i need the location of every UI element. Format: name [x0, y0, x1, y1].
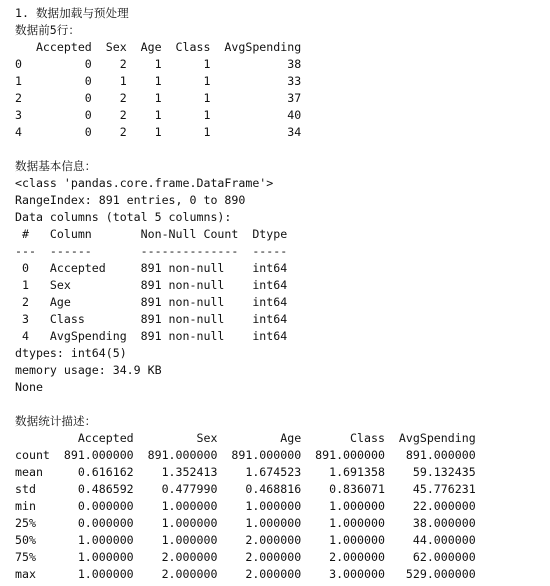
output-line: 3 Class 891 non-null int64 — [15, 312, 288, 326]
output-line: Accepted Sex Age Class AvgSpending — [15, 431, 476, 445]
output-line: 4 0 2 1 1 34 — [15, 125, 302, 139]
output-line: 3 0 2 1 1 40 — [15, 108, 302, 122]
output-line: 2 0 2 1 1 37 — [15, 91, 302, 105]
output-line: 0 0 2 1 1 38 — [15, 57, 302, 71]
output-line: 2 Age 891 non-null int64 — [15, 295, 288, 309]
output-line: Accepted Sex Age Class AvgSpending — [15, 40, 302, 54]
output-line: None — [15, 380, 43, 394]
output-line: 50% 1.000000 1.000000 2.000000 1.000000 44.000000 — [15, 533, 476, 547]
output-line: 数据基本信息： — [15, 159, 97, 173]
output-line: --- ------ -------------- ----- — [15, 244, 288, 258]
output-line: dtypes: int64(5) — [15, 346, 127, 360]
output-line: 数据统计描述： — [15, 414, 97, 428]
output-line — [15, 141, 550, 158]
output-line: memory usage: 34.9 KB — [15, 363, 162, 377]
output-line: count 891.000000 891.000000 891.000000 891.000000 891.000000 — [15, 448, 476, 462]
output-line — [15, 396, 550, 413]
output-line: 75% 1.000000 2.000000 2.000000 2.000000 62.000000 — [15, 550, 476, 564]
output-line: <class 'pandas.core.frame.DataFrame'> — [15, 176, 274, 190]
output-line: Data columns (total 5 columns): — [15, 210, 232, 224]
output-line: 0 Accepted 891 non-null int64 — [15, 261, 288, 275]
output-line: mean 0.616162 1.352413 1.674523 1.691358 59.132435 — [15, 465, 476, 479]
output-line: min 0.000000 1.000000 1.000000 1.000000 22.000000 — [15, 499, 476, 513]
output-line: 25% 0.000000 1.000000 1.000000 1.000000 38.000000 — [15, 516, 476, 530]
output-line: # Column Non-Null Count Dtype — [15, 227, 288, 241]
output-line: std 0.486592 0.477990 0.468816 0.836071 45.776231 — [15, 482, 476, 496]
output-line: 1 Sex 891 non-null int64 — [15, 278, 288, 292]
output-line: 4 AvgSpending 891 non-null int64 — [15, 329, 288, 343]
output-line: max 1.000000 2.000000 2.000000 3.000000 529.000000 — [15, 567, 476, 581]
output-line: 1. 数据加载与预处理 — [15, 6, 129, 20]
output-line: 1 0 1 1 1 33 — [15, 74, 302, 88]
output-line: 数据前5行： — [15, 23, 80, 37]
output-line: RangeIndex: 891 entries, 0 to 890 — [15, 193, 246, 207]
